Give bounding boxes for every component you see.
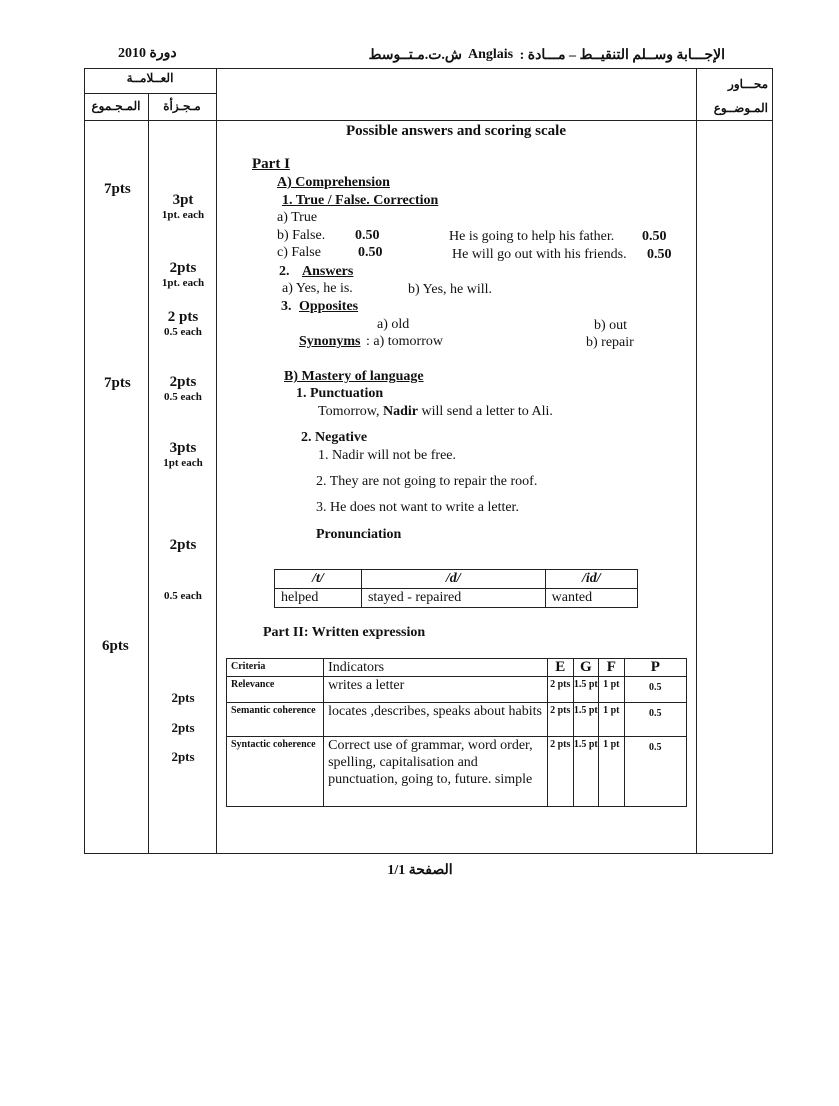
grade-g-cell: 1.5 pt [573, 703, 599, 737]
q2-a: a) Yes, he is. [282, 281, 353, 296]
punctuation-name: Nadir [383, 404, 418, 419]
q3-title: Opposites [299, 299, 359, 314]
pron-header-d: /d/ [361, 570, 545, 589]
grade-f-header: F [599, 659, 625, 677]
grade-g-header: G [573, 659, 599, 677]
partial-b1: 2pts [169, 374, 197, 390]
partial-relevance: 2pts [171, 690, 195, 705]
grade-p-header: P [624, 659, 686, 677]
synonyms-label: Synonyms [299, 334, 361, 349]
negative-1: 1. Nadir will not be free. [318, 448, 457, 463]
grade-g-cell: 1.5 pt [573, 677, 599, 703]
total-heading: المـجـموع [91, 99, 141, 113]
negative-title: 2. Negative [301, 430, 368, 445]
criteria-header: Criteria [227, 659, 324, 677]
punctuation-part2: will send a letter to Ali. [421, 404, 553, 419]
partial-q2-note: 1pt. each [161, 277, 205, 289]
q1-c-correction-score: 0.50 [647, 247, 672, 262]
pronunciation-title: Pronunciation [316, 527, 402, 542]
page-title: Possible answers and scoring scale [345, 123, 566, 139]
col-heading-line-mid [216, 120, 696, 121]
pron-header-t: /t/ [275, 570, 362, 589]
axes-heading-2: المـوضــوع [713, 101, 768, 115]
page-number: الصفحة 1/1 [387, 863, 453, 878]
synonym-b: b) repair [586, 335, 634, 350]
header-title: الإجـــابة وســلم التنقيــط – مـــادة : [519, 48, 725, 63]
table-row [275, 589, 638, 608]
grade-p-cell: 0.5 [624, 703, 686, 737]
indicator-cell: locates ,describes, speaks about habits [324, 703, 548, 737]
criteria-cell: Relevance [227, 677, 324, 703]
opposite-b: b) out [594, 318, 628, 333]
partial-syntactic: 2pts [171, 749, 195, 764]
punctuation-answer [318, 404, 553, 420]
q1-c-score: 0.50 [358, 245, 383, 260]
criteria-cell: Semantic coherence [227, 703, 324, 737]
q2-b: b) Yes, he will. [408, 282, 493, 297]
indicator-cell: writes a letter [324, 677, 548, 703]
col-heading-line-left [84, 120, 216, 121]
punctuation-title: 1. Punctuation [296, 386, 384, 401]
pronunciation-table [274, 569, 638, 608]
pron-cell-id: wanted [545, 589, 637, 608]
partial-heading: مـجـزأة [163, 99, 201, 113]
col-heading-line-right [696, 120, 773, 121]
grade-e-header: E [547, 659, 573, 677]
q1-b-correction: He is going to help his father. [449, 229, 615, 244]
partial-q3-note: 0.5 each [164, 326, 202, 338]
total-part1b: 7pts [104, 375, 131, 391]
header-level: ش.ت.مـتــوسط [368, 48, 462, 63]
pron-header-id: /id/ [545, 570, 637, 589]
grade-g-cell: 1.5 pt [573, 737, 599, 807]
session-label: دورة 2010 [118, 46, 177, 61]
q1-title: 1. True / False. Correction [282, 193, 439, 208]
col-divider-1 [148, 93, 149, 854]
axes-heading-1: محـــاور [728, 77, 768, 91]
punctuation-part1: Tomorrow, [318, 404, 380, 419]
grade-f-cell: 1 pt [599, 737, 625, 807]
grade-f-cell: 1 pt [599, 677, 625, 703]
table-row [227, 703, 687, 737]
grade-e-cell: 2 pts [547, 677, 573, 703]
grade-p-cell: 0.5 [624, 737, 686, 807]
total-part2: 6pts [102, 638, 129, 654]
col-divider-3 [696, 68, 697, 854]
partial-b1-note: 0.5 each [164, 391, 202, 403]
part2-heading: Part II: Written expression [263, 625, 426, 640]
partial-semantic: 2pts [171, 720, 195, 735]
q1-c-correction: He will go out with his friends. [452, 247, 627, 262]
grade-e-cell: 2 pts [547, 737, 573, 807]
q1-b: b) False. [277, 228, 326, 243]
indicator-cell: Correct use of grammar, word order, spelling, capitalisation and punctuation, going to, future. simple [324, 737, 548, 807]
grade-p-cell: 0.5 [624, 677, 686, 703]
marks-heading: العــلامــة [126, 71, 174, 85]
q1-c: c) False [277, 245, 321, 260]
partial-q1-note: 1pt. each [161, 209, 205, 221]
opposite-a: a) old [377, 317, 410, 332]
negative-3: 3. He does not want to write a letter. [316, 500, 519, 515]
part1-heading: Part I [252, 156, 290, 172]
criteria-table [226, 658, 687, 807]
partial-q3: 2 pts [167, 309, 199, 325]
pron-cell-t: helped [275, 589, 362, 608]
partial-b2: 3pts [169, 440, 197, 456]
partial-q2: 2pts [169, 260, 197, 276]
partial-q1: 3pt [172, 192, 194, 208]
q1-a: a) True [277, 210, 318, 225]
indicators-header: Indicators [324, 659, 548, 677]
col-divider-2 [216, 68, 217, 854]
q1-b-correction-score: 0.50 [642, 229, 667, 244]
partial-b3-note: 0.5 each [164, 590, 202, 602]
mastery-heading: B) Mastery of language [284, 369, 424, 384]
q2-title: Answers [302, 264, 354, 279]
table-row [275, 570, 638, 589]
pron-cell-d: stayed - repaired [361, 589, 545, 608]
total-part1a: 7pts [104, 181, 131, 197]
criteria-cell: Syntactic coherence [227, 737, 324, 807]
marks-heading-line [84, 93, 216, 94]
synonym-a: : a) tomorrow [366, 334, 443, 349]
table-row [227, 659, 687, 677]
table-row [227, 677, 687, 703]
q2-number: 2. [279, 264, 290, 279]
q3-number: 3. [281, 299, 292, 314]
comprehension-heading: A) Comprehension [277, 175, 390, 190]
negative-2: 2. They are not going to repair the roof. [316, 474, 538, 489]
header-subject: Anglais [468, 47, 514, 62]
grade-f-cell: 1 pt [599, 703, 625, 737]
q1-b-score: 0.50 [355, 228, 380, 243]
grade-e-cell: 2 pts [547, 703, 573, 737]
table-row [227, 737, 687, 807]
partial-b3: 2pts [169, 537, 197, 553]
partial-b2-note: 1pt each [163, 457, 203, 469]
